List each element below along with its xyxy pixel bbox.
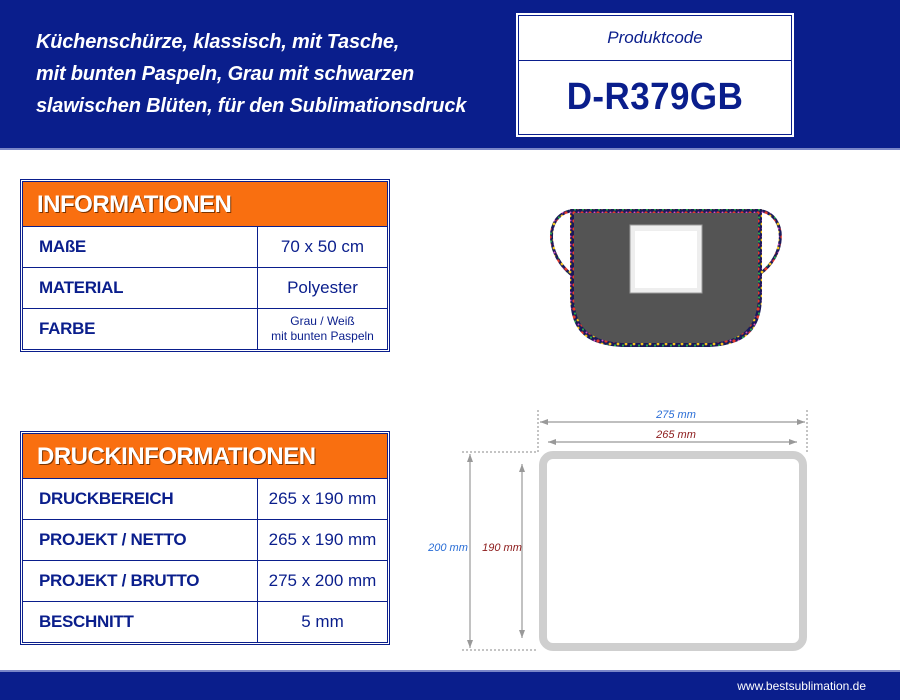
table-row [23,520,387,561]
row-key: DRUCKBEREICH [23,479,258,519]
print-info-table [22,433,388,643]
inner-width-label: 265 mm [656,429,696,441]
row-value: Polyester [287,278,358,297]
product-title [36,26,516,122]
row-value-line-1: Grau / Weiß [290,314,355,328]
row-value: 5 mm [301,612,344,631]
row-value: 265 x 190 mm [268,530,377,549]
row-value [258,309,387,349]
table-row [23,602,387,642]
product-title-line-3: slawischen Blüten, für den Sublimationsdruck [36,95,467,117]
row-key: PROJEKT / NETTO [23,520,258,560]
inner-height-label: 190 mm [482,542,522,554]
table-row [23,309,387,349]
table-row [23,227,387,268]
row-key: BESCHNITT [23,602,258,642]
info-table-heading: INFORMATIONEN [23,182,387,227]
row-key: MATERIAL [23,268,258,308]
outer-height-label: 200 mm [428,542,468,554]
row-value: 70 x 50 cm [280,237,365,256]
outer-width-label: 275 mm [656,409,696,421]
table-row [23,479,387,520]
row-key: MAßE [23,227,258,267]
print-area-diagram [420,400,840,660]
table-row [23,561,387,602]
print-table-heading: DRUCKINFORMATIONEN [23,434,387,479]
table-row [23,268,387,309]
row-value: 275 x 200 mm [268,571,377,590]
product-title-line-2: mit bunten Paspeln, Grau mit schwarzen [36,63,415,85]
product-title-line-1: Küchenschürze, klassisch, mit Tasche, [36,31,400,53]
product-code-label: Produktcode [519,16,791,61]
product-code-value: D-R379GB [566,76,744,118]
website-url: www.bestsublimation.de [737,679,866,693]
row-value-line-2: mit bunten Paspeln [271,329,374,343]
row-key: FARBE [23,309,258,349]
apron-product-image [540,195,790,365]
product-code-box [518,15,792,135]
row-value: 265 x 190 mm [268,489,377,508]
footer-bar [0,672,900,700]
header-divider [0,148,900,150]
row-key: PROJEKT / BRUTTO [23,561,258,601]
info-table [22,181,388,350]
